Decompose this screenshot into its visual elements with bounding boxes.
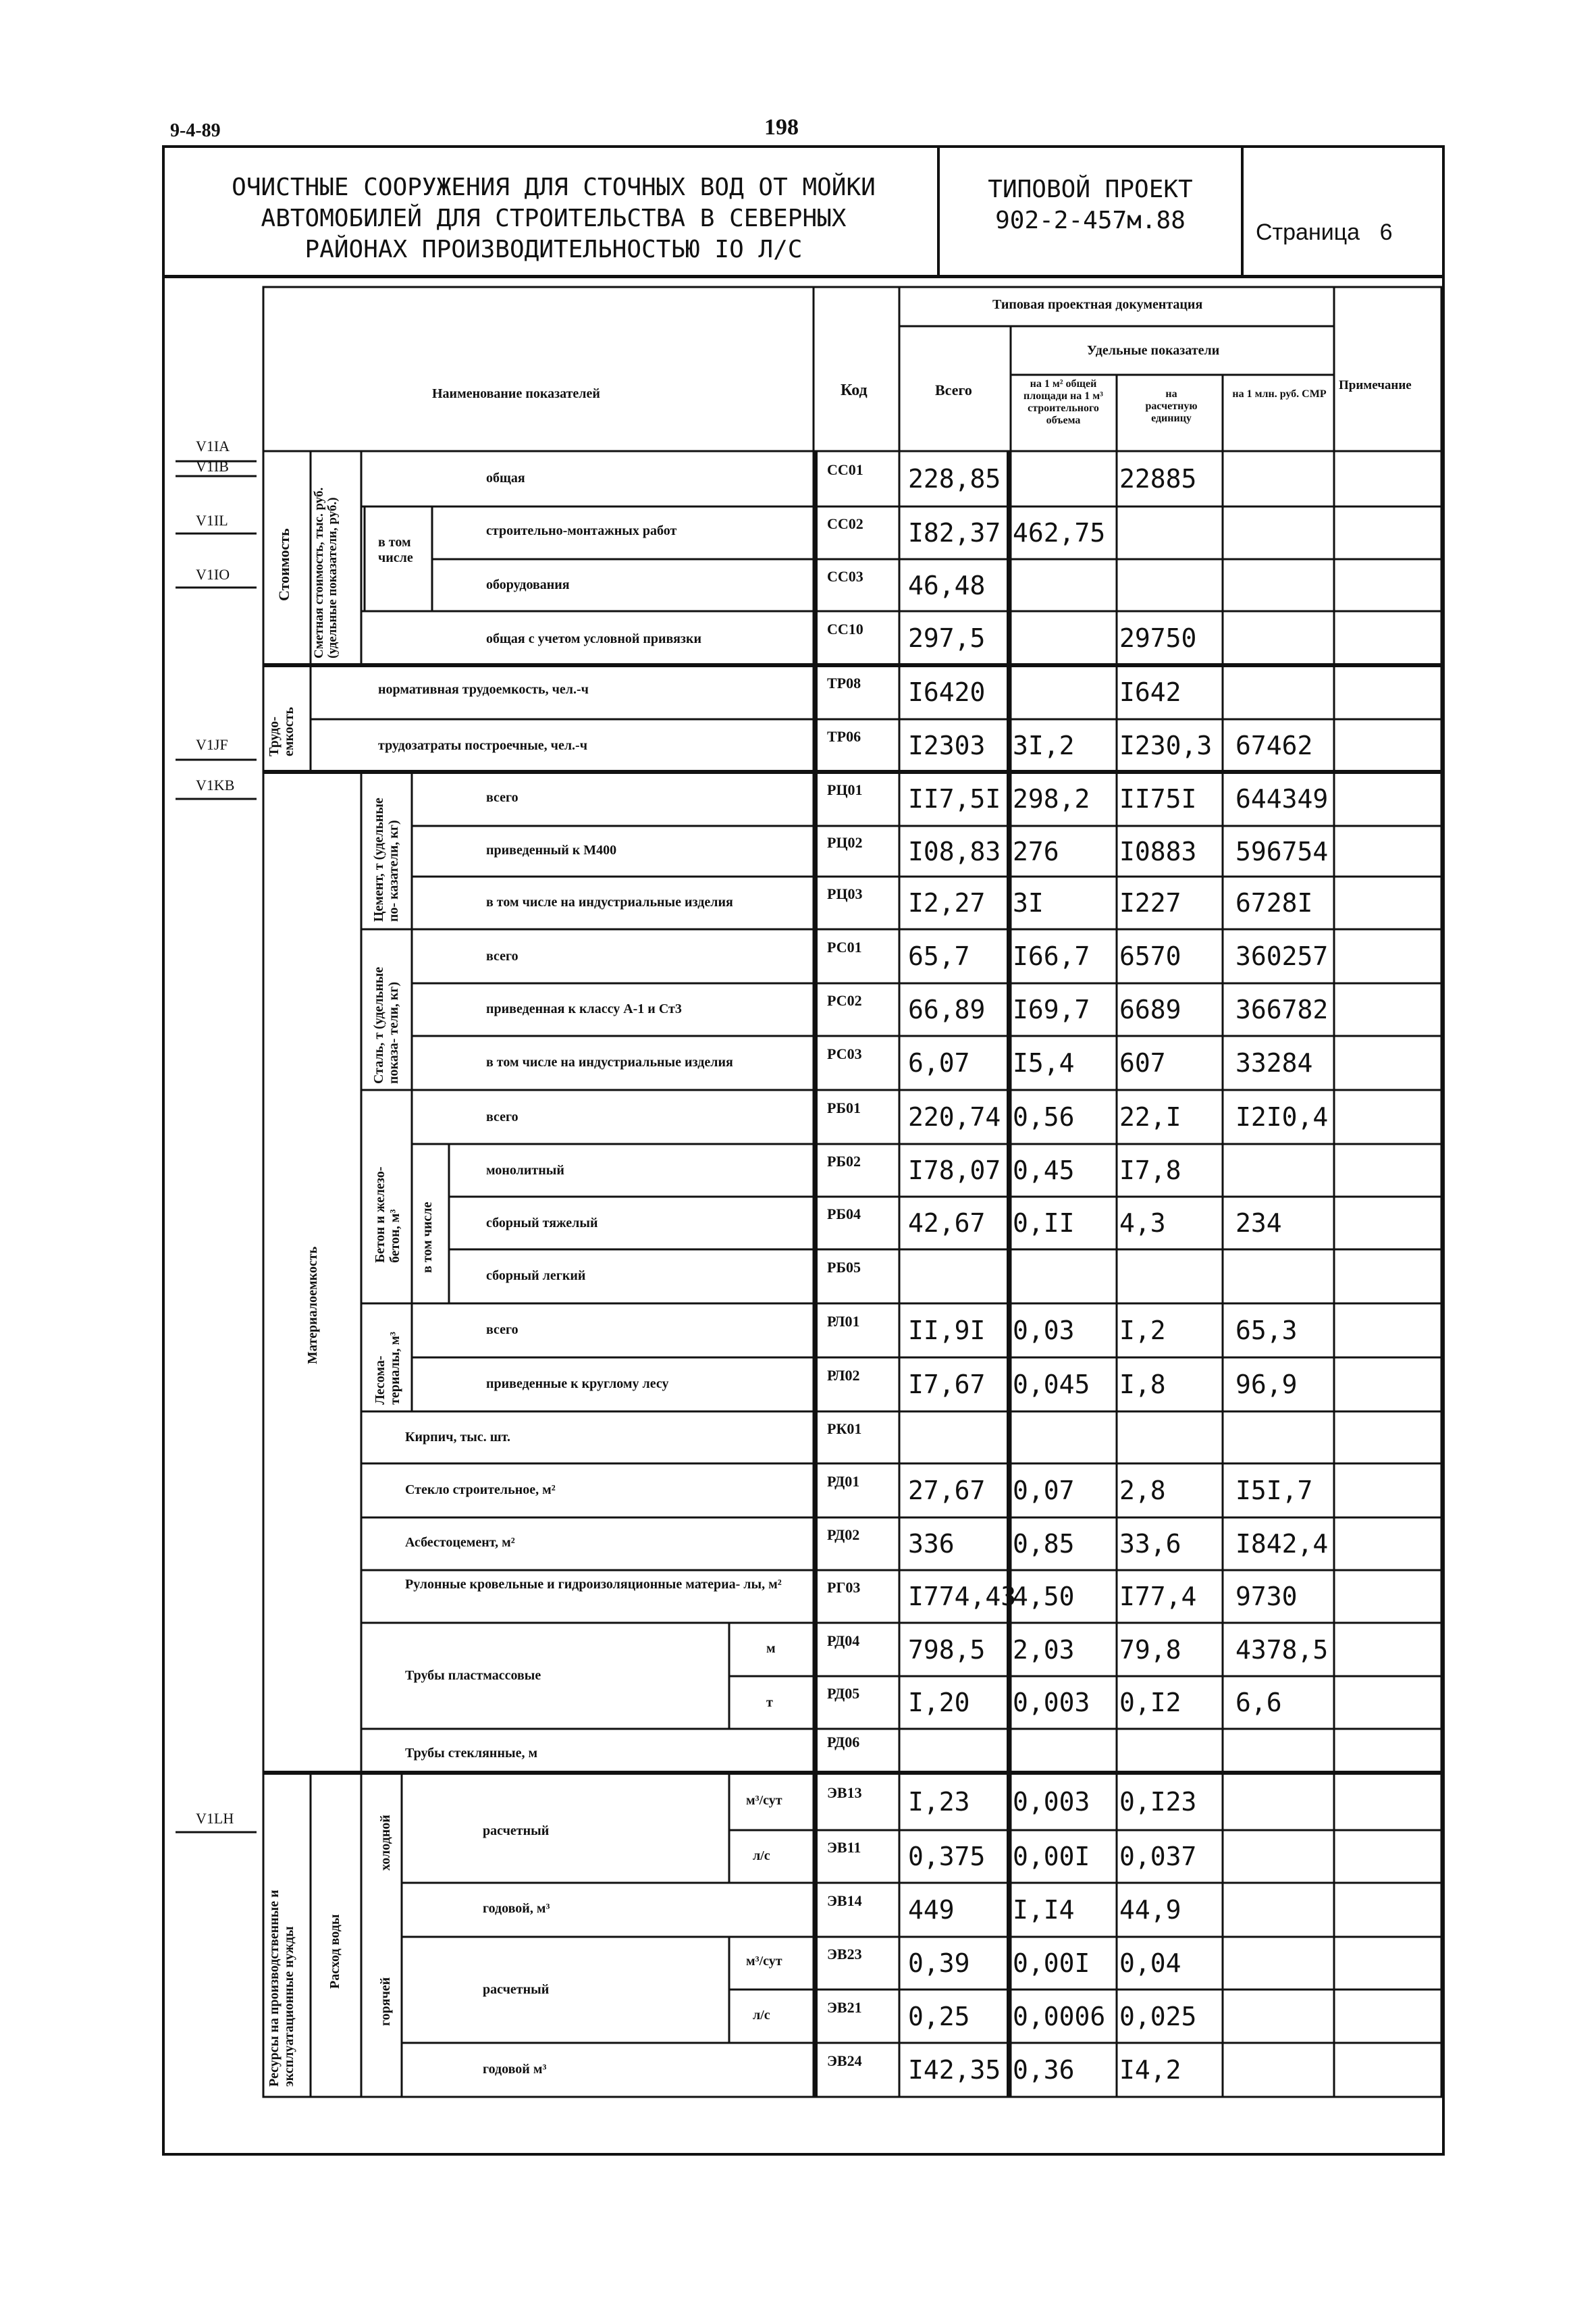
group-steel	[371, 949, 401, 1084]
cell-total-23: 798,5	[908, 1634, 986, 1665]
cell-s3-9: 6728I	[1235, 888, 1313, 918]
cell-s2-26: 0,I23	[1119, 1786, 1197, 1817]
cell-s1-28: I,I4	[1013, 1895, 1075, 1925]
title-line-1: ОЧИСТНЫЕ СООРУЖЕНИЯ ДЛЯ СТОЧНЫХ ВОД ОТ МОЙКИ	[232, 174, 876, 201]
group-labor	[267, 675, 296, 756]
group-cold: холодной	[378, 1815, 393, 1871]
cell-code-18: РЛ02	[827, 1367, 860, 1384]
cell-s1-9: 3I	[1013, 888, 1044, 918]
cell-code-30: ЭВ21	[827, 1998, 862, 2016]
row-name-1: общая	[486, 471, 525, 486]
header-specific-group: Удельные показатели	[1087, 343, 1220, 358]
cell-code-11: РС02	[827, 992, 862, 1009]
group-steel-text: Сталь, т (удельные показа- тели, кг)	[371, 966, 401, 1084]
cell-s2-31: I4,2	[1119, 2055, 1181, 2085]
row-name-11: приведенная к классу А-1 и Ст3	[486, 1002, 682, 1016]
cell-code-3: СС03	[827, 567, 863, 585]
pipes-plastic-label: Трубы пластмассовые	[405, 1668, 541, 1683]
cell-code-12: РС03	[827, 1045, 862, 1062]
cell-s2-6: I230,3	[1119, 731, 1213, 760]
margin-mark-7: V1LH	[196, 1810, 234, 1827]
group-timber	[373, 1310, 402, 1405]
cell-s3-22: 9730	[1235, 1582, 1298, 1611]
cell-total-13: 220,74	[908, 1102, 1001, 1132]
cell-total-14: I78,07	[908, 1155, 1001, 1185]
cell-s1-13: 0,56	[1013, 1102, 1075, 1132]
cell-s2-18: I,8	[1119, 1370, 1166, 1399]
row-name-6: трудозатраты построечные, чел.-ч	[378, 738, 587, 753]
row-name-22-text: Рулонные кровельные и гидроизоляционные материа- лы, м²	[405, 1577, 782, 1592]
cell-code-5: ТР08	[827, 675, 861, 692]
title-line-2: АВТОМОБИЛЕЙ ДЛЯ СТРОИТЕЛЬСТВА В СЕВЕРНЫХ	[261, 205, 847, 232]
cell-total-15: 42,67	[908, 1208, 986, 1238]
cell-s2-27: 0,037	[1119, 1842, 1197, 1871]
row-name-15: сборный тяжелый	[486, 1216, 598, 1230]
cell-s2-14: I7,8	[1119, 1155, 1181, 1185]
group-cost-sub	[313, 456, 340, 658]
cell-s2-17: I,2	[1119, 1316, 1166, 1345]
cell-s1-26: 0,003	[1013, 1786, 1090, 1817]
cell-code-19: РК01	[827, 1420, 862, 1437]
cell-code-26: ЭВ13	[827, 1784, 862, 1801]
row-name-27: л/с	[753, 1848, 770, 1863]
group-resources	[267, 1803, 296, 2087]
cell-s2-23: 79,8	[1119, 1634, 1181, 1665]
row-name-7: всего	[486, 790, 518, 805]
group-labor-text: Трудо- емкость	[267, 706, 296, 756]
cell-total-18: I7,67	[908, 1370, 986, 1399]
row-name-13: всего	[486, 1110, 518, 1124]
cell-total-2: I82,37	[908, 518, 1001, 548]
cell-code-20: РД01	[827, 1473, 860, 1490]
cell-total-30: 0,25	[908, 2001, 970, 2031]
cell-s1-10: I66,7	[1013, 941, 1090, 971]
header-doc-group: Типовая проектная документация	[992, 297, 1203, 312]
row-name-21: Асбестоцемент, м²	[405, 1535, 515, 1550]
sheet-number: 6	[1379, 219, 1393, 245]
group-hot: горячей	[378, 1977, 393, 2026]
cell-s2-21: 33,6	[1119, 1529, 1181, 1559]
group-concrete	[373, 1128, 402, 1263]
cell-code-21: РД02	[827, 1526, 860, 1543]
cell-code-28: ЭВ14	[827, 1892, 862, 1909]
row-name-2: строительно-монтажных работ	[486, 523, 677, 538]
cell-s1-14: 0,45	[1013, 1155, 1075, 1185]
row-name-14: монолитный	[486, 1163, 564, 1178]
cell-total-5: I6420	[908, 677, 986, 707]
calc-hot-label: расчетный	[483, 1982, 550, 1997]
cell-s3-12: 33284	[1235, 1048, 1313, 1078]
header-code-col: Код	[841, 382, 868, 399]
cell-total-4: 297,5	[908, 623, 986, 653]
cell-s3-18: 96,9	[1235, 1370, 1298, 1399]
header-total-col: Всего	[935, 382, 972, 398]
cell-s1-23: 2,03	[1013, 1634, 1075, 1665]
cell-code-9: РЦ03	[827, 885, 863, 902]
row-name-23: м	[766, 1641, 776, 1656]
cell-s3-13: I2I0,4	[1235, 1102, 1329, 1132]
cell-code-25: РД06	[827, 1733, 860, 1750]
cell-s3-20: I5I,7	[1235, 1476, 1313, 1505]
group-timber-text: Лесома- териалы, м³	[373, 1332, 402, 1405]
margin-mark-1: V1IA	[196, 438, 230, 454]
row-name-31: годовой м³	[483, 2062, 547, 2077]
group-cement	[371, 787, 401, 922]
cell-s3-7: 644349	[1235, 784, 1329, 814]
cell-s2-8: I0883	[1119, 836, 1197, 866]
cell-total-17: II,9I	[908, 1316, 986, 1345]
cell-s1-15: 0,II	[1013, 1208, 1075, 1238]
calc-cold-label: расчетный	[483, 1823, 550, 1838]
row-name-22	[405, 1577, 810, 1592]
cell-s1-8: 276	[1013, 836, 1059, 866]
group-resources-text: Ресурсы на производственные и эксплуатационные нужды	[267, 1890, 296, 2087]
cell-s2-15: 4,3	[1119, 1208, 1166, 1238]
cell-code-4: СС10	[827, 621, 863, 638]
cell-s1-27: 0,00I	[1013, 1842, 1090, 1871]
cell-code-7: РЦ01	[827, 781, 863, 798]
cell-total-1: 228,85	[908, 464, 1001, 494]
sheet-label-text: Страница	[1256, 219, 1360, 245]
cell-s2-11: 6689	[1119, 995, 1181, 1024]
cell-s2-20: 2,8	[1119, 1476, 1166, 1505]
cell-code-22: РГ03	[827, 1579, 861, 1596]
row-name-10: всего	[486, 949, 518, 964]
row-name-30: л/с	[753, 2008, 770, 2023]
cell-s2-5: I642	[1119, 677, 1181, 707]
header-spec2: на расчетную единицу	[1145, 388, 1198, 424]
cell-total-8: I08,83	[908, 836, 1001, 866]
cell-total-6: I2303	[908, 731, 986, 760]
header-name-col: Наименование показателей	[432, 386, 600, 401]
group-cost: Стоимость	[275, 528, 292, 601]
cell-total-12: 6,07	[908, 1048, 970, 1078]
cell-code-24: РД05	[827, 1685, 860, 1702]
group-water: Расход воды	[327, 1914, 342, 1989]
cell-total-7: II7,5I	[908, 784, 1001, 814]
project-label-text: ТИПОВОЙ ПРОЕКТ	[988, 176, 1193, 203]
cell-s2-13: 22,I	[1119, 1102, 1181, 1132]
group-concrete-text: Бетон и железо- бетон, м³	[373, 1166, 402, 1263]
cell-s2-24: 0,I2	[1119, 1688, 1181, 1717]
cell-code-27: ЭВ11	[827, 1839, 861, 1856]
cell-total-10: 65,7	[908, 941, 970, 971]
group-cost-sub-text: Сметная стоимость, тыс. руб. (удельные показатели, руб.)	[312, 487, 340, 658]
cell-s3-23: 4378,5	[1235, 1634, 1329, 1665]
margin-mark-3: V1IL	[196, 512, 228, 529]
row-name-5: нормативная трудоемкость, чел.-ч	[378, 682, 589, 697]
cell-total-27: 0,375	[908, 1842, 986, 1871]
cell-s1-21: 0,85	[1013, 1529, 1075, 1559]
cell-total-22: I774,43	[908, 1582, 1017, 1611]
cell-s1-31: 0,36	[1013, 2055, 1075, 2085]
cell-s1-18: 0,045	[1013, 1370, 1090, 1399]
cell-total-29: 0,39	[908, 1948, 970, 1978]
row-name-9: в том числе на индустриальные изделия	[486, 895, 733, 910]
row-name-26: м³/сут	[746, 1793, 782, 1808]
row-name-28: годовой, м³	[483, 1901, 550, 1916]
group-concrete-sub: в том числе	[420, 1201, 435, 1273]
row-name-3: оборудования	[486, 577, 570, 592]
cell-s3-17: 65,3	[1235, 1316, 1298, 1345]
row-name-4: общая с учетом условной привязки	[486, 631, 701, 646]
cell-s3-8: 596754	[1235, 836, 1329, 866]
cell-s3-11: 366782	[1235, 995, 1329, 1024]
cell-code-16: РБ05	[827, 1259, 861, 1276]
cell-s1-20: 0,07	[1013, 1476, 1075, 1505]
cell-code-2: СС02	[827, 515, 863, 532]
cell-total-3: 46,48	[908, 570, 986, 600]
cell-code-8: РЦ02	[827, 833, 863, 851]
cell-total-26: I,23	[908, 1786, 970, 1817]
project-number: 902-2-457м.88	[995, 207, 1186, 234]
cell-s1-29: 0,00I	[1013, 1948, 1090, 1978]
cell-s1-7: 298,2	[1013, 784, 1090, 814]
cell-total-20: 27,67	[908, 1476, 986, 1505]
page-number: 198	[764, 115, 799, 140]
row-name-19: Кирпич, тыс. шт.	[405, 1430, 510, 1445]
cell-code-15: РБ04	[827, 1205, 861, 1222]
row-name-16: сборный легкий	[486, 1268, 586, 1283]
row-name-8: приведенный к М400	[486, 843, 617, 858]
row-name-24: т	[766, 1695, 773, 1710]
cell-total-11: 66,89	[908, 995, 986, 1024]
cell-s1-22: 4,50	[1013, 1582, 1075, 1611]
cell-s1-2: 462,75	[1013, 518, 1106, 548]
cell-total-31: I42,35	[908, 2055, 1001, 2085]
cell-s1-6: 3I,2	[1013, 731, 1075, 760]
header-note-col: Примечание	[1339, 378, 1412, 392]
cell-total-9: I2,27	[908, 888, 986, 918]
cell-s2-29: 0,04	[1119, 1948, 1181, 1978]
margin-mark-5: V1JF	[196, 736, 228, 753]
cell-s3-10: 360257	[1235, 941, 1329, 971]
cell-s1-24: 0,003	[1013, 1688, 1090, 1717]
margin-mark-2: V1IB	[196, 458, 229, 475]
row-name-29: м³/сут	[746, 1954, 782, 1969]
row-name-18: приведенные к круглому лесу	[486, 1376, 669, 1391]
margin-mark-6: V1KB	[196, 777, 235, 794]
header-spec3: на 1 млн. руб. СМР	[1232, 388, 1327, 400]
cell-code-23: РД04	[827, 1632, 860, 1649]
row-name-20: Стекло строительное, м²	[405, 1482, 556, 1497]
row-name-25: Трубы стеклянные, м	[405, 1746, 538, 1761]
cell-s2-12: 607	[1119, 1048, 1166, 1078]
cell-s3-24: 6,6	[1235, 1688, 1282, 1717]
cell-code-29: ЭВ23	[827, 1946, 862, 1963]
cell-s1-30: 0,0006	[1013, 2001, 1106, 2031]
row-name-17: всего	[486, 1322, 518, 1337]
cell-s2-4: 29750	[1119, 623, 1197, 653]
cell-code-31: ЭВ24	[827, 2052, 862, 2069]
cell-total-21: 336	[908, 1529, 955, 1559]
cell-code-1: СС01	[827, 461, 863, 478]
cell-s1-11: I69,7	[1013, 995, 1090, 1024]
cell-code-17: РЛ01	[827, 1313, 860, 1330]
cell-s3-21: I842,4	[1235, 1529, 1329, 1559]
cell-s1-17: 0,03	[1013, 1316, 1075, 1345]
cell-total-24: I,20	[908, 1688, 970, 1717]
group-in-total: в том числе	[378, 535, 413, 565]
cell-code-6: ТР06	[827, 728, 861, 745]
margin-mark-4: V1IO	[196, 566, 230, 583]
cell-code-14: РБ02	[827, 1153, 861, 1170]
cell-code-10: РС01	[827, 939, 862, 956]
cell-s2-28: 44,9	[1119, 1895, 1181, 1925]
doc-id: 9-4-89	[170, 120, 221, 141]
group-material: Материалоемкость	[305, 1246, 320, 1364]
group-cement-text: Цемент, т (удельные по- казатели, кг)	[371, 798, 401, 922]
cell-s3-15: 234	[1235, 1208, 1282, 1238]
title-line-3: РАЙОНАХ ПРОИЗВОДИТЕЛЬНОСТЬЮ IO Л/С	[304, 236, 803, 263]
cell-s2-22: I77,4	[1119, 1582, 1197, 1611]
cell-s2-9: I227	[1119, 888, 1181, 918]
cell-s2-30: 0,025	[1119, 2001, 1197, 2031]
cell-total-28: 449	[908, 1895, 955, 1925]
header-spec1: на 1 м² общей площади на 1 м³ строительного объема	[1023, 378, 1103, 426]
cell-s2-7: II75I	[1119, 784, 1197, 814]
cell-s3-6: 67462	[1235, 731, 1313, 760]
cell-s2-10: 6570	[1119, 941, 1181, 971]
cell-code-13: РБ01	[827, 1099, 861, 1116]
cell-s1-12: I5,4	[1013, 1048, 1075, 1078]
cell-s2-1: 22885	[1119, 464, 1197, 494]
row-name-12: в том числе на индустриальные изделия	[486, 1055, 733, 1070]
